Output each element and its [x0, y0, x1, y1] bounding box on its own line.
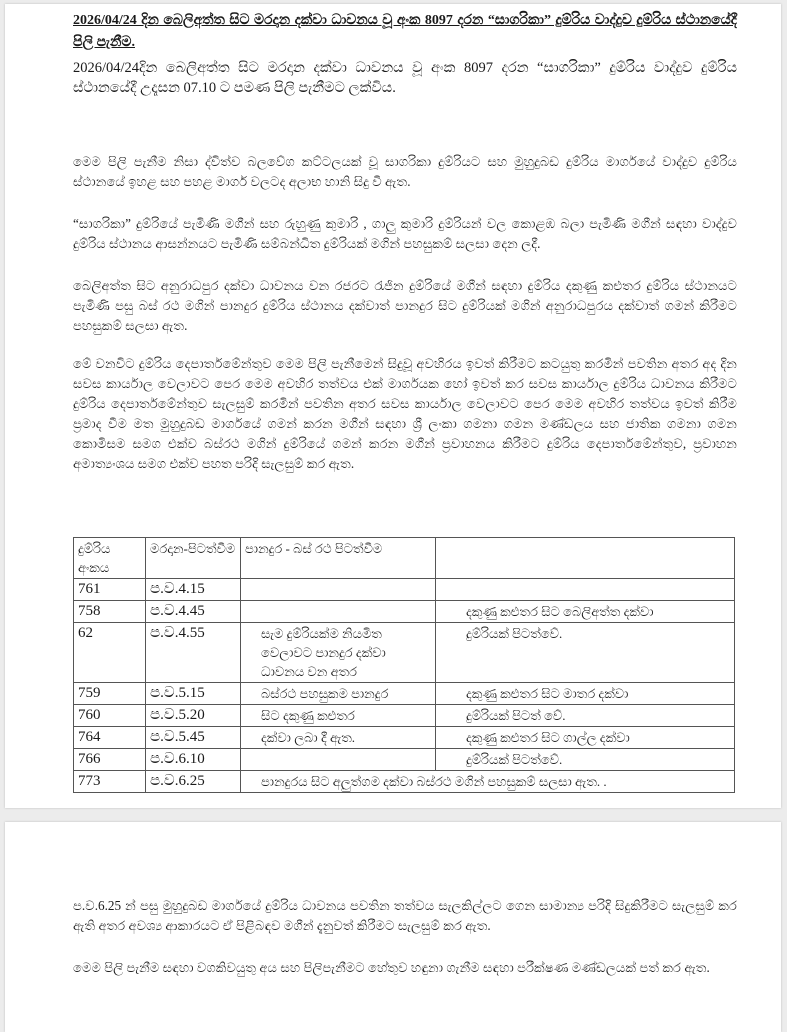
header-train-no: දුම්රිය අංකය	[74, 538, 146, 579]
train-note: දකුණු කළුතර සිට ගාල්ල දක්වා	[436, 727, 735, 749]
table-row	[74, 683, 735, 705]
bus-note: සැම දුම්රියක්ම නියමිත වෙලාවට පානදුර දක්වා ධාවනය වන අතර	[241, 623, 436, 683]
table-row	[74, 623, 735, 683]
bus-note	[241, 749, 436, 771]
table-row	[74, 705, 735, 727]
bus-note: දක්වා ලබා දී ඇත.	[241, 727, 436, 749]
departure-time: ප.ව.4.15	[146, 579, 241, 601]
bus-note: පානදුරය සිට අලුත්ගම දක්වා බස්රථ මගින් පහසුකම් සලසා ඇත. .	[241, 771, 735, 793]
paragraph-7: මෙම පිලි පැනීම සඳහා වගකිවයුතු අය සහ පිලිපැනීමට හේතුව හඳුනා ගැනීම සඳහා පරීක්ෂණ මණ්ඩලයක් පත් කර ඇත.	[73, 960, 710, 975]
train-no: 758	[74, 601, 146, 623]
train-no: 761	[74, 579, 146, 601]
bus-note	[241, 579, 436, 601]
departure-time: ප.ව.6.10	[146, 749, 241, 771]
paragraph-6: ප.ව.6.25 න් පසු මුහුදුබඩ මාර්ගයේ දුම්රිය ධාවනය පවතින තත්වය සැලකිල්ලට ගෙන සාමාන්‍ය පරිදි සිදුකිරීමට සැලසුම් කර ඇති අතර අවශ්‍ය ආකාරයට ඒ පිළිබඳව මගීන් දැනුවත් කිරීමට සැලසුම් කර ඇත.	[73, 898, 737, 933]
table-row	[74, 727, 735, 749]
train-no: 760	[74, 705, 146, 727]
header-empty	[436, 538, 735, 579]
document-page-1	[5, 4, 781, 808]
train-note	[436, 579, 735, 601]
departure-time: ප.ව.5.15	[146, 683, 241, 705]
departure-time: ප.ව.4.45	[146, 601, 241, 623]
train-no: 766	[74, 749, 146, 771]
train-note: දකුණු කළුතර සිට බෙලිඅත්ත දක්වා	[436, 601, 735, 623]
paragraph-5: මේ වනවිට දුම්රිය දෙපාර්තමේන්තුව මෙම පිලි පැනීමෙන් සිදුවූ අවහිරය ඉවත් කිරීමට කටයුතු කරමින් පවතින අතර අද දින සවස කාර්යාල වෙලාවට පෙර මෙම අවහිර තත්වය එක් මාර්ගයක හෝ ඉවත් කර සවස කාර්යාල දුම්රිය ධාවනය කිරීමට දුම්රිය දෙපාර්තමේන්තුව සැලසුම් කරමින් පවතින අතර සවස කාර්යාල වෙලාවට පෙර මෙම අවහිර තත්වය ඉවත් කිරීම ප්‍රමාද වීම මත මුහුදුබඩ මාර්ගයේ ගමන් කරන මගීන් සඳහා ශ්‍රී ලංකා ගමනා ගමන මණ්ඩලය සහ ජාතික ගමනා ගමන කොමිසම සමග එක්ව බස්රථ මගින් දුම්රියේ ගමන් කරන මගීන් ප්‍රවාහනය කිරීමට දුම්රිය දෙපාර්තමේන්තුව, ප්‍රවාහන අමාත්‍යංශය සමග එක්ව පහත පරිදි සැලසුම් කර ඇත.	[73, 356, 737, 471]
table-row	[74, 579, 735, 601]
table-row	[74, 601, 735, 623]
departure-time: ප.ව.5.20	[146, 705, 241, 727]
header-bus-departure: පානදුර - බස් රථ පිටත්වීම	[241, 538, 436, 579]
paragraph-3: “සාගරිකා” දුම්රියේ පැමිණි මගීන් සහ රුහුණු කුමාරි , ගාලු කුමාරි දුම්රියන් වල කොළඹ බලා පැමිණි මගීන් සඳහා වාද්දුව දුම්රිය ස්ථානය ආසන්නයට පැමිණි සම්බන්ධිත දුම්රියක් මගින් පහසුකම් සලසා දෙන ලදී.	[73, 216, 737, 251]
table-row	[74, 771, 735, 793]
document-page-2	[5, 822, 781, 1032]
train-no: 62	[74, 623, 146, 683]
train-schedule-table	[73, 537, 735, 793]
bus-note: බස්රථ පහසුකම පානදුර	[241, 683, 436, 705]
departure-time: ප.ව.4.55	[146, 623, 241, 683]
train-no: 759	[74, 683, 146, 705]
table-row	[74, 749, 735, 771]
departure-time: ප.ව.6.25	[146, 771, 241, 793]
paragraph-2: මෙම පිලි පැනීම නිසා ද්විත්ව බලවේග කට්ටලයක් වූ සාගරිකා දුම්රියට සහ මුහුදුබඩ දුම්රිය මාර්ගයේ වාද්දුව දුම්රිය ස්ථානයේ ඉහළ සහ පහළ මාර්ග වලටද අලාභ හානි සිදු වී ඇත.	[73, 154, 737, 189]
paragraph-4: බෙලිඅත්ත සිට අනුරාධපුර දක්වා ධාවනය වන රජරට රැජින දුම්රියේ මගීන් සඳහා දුම්රිය දකුණු කළුතර දුම්රිය ස්ථානයට පැමිණි පසු බස් රථ මගින් පානදුර දුම්රිය ස්ථානය දක්වාත් පානදුර සිට දුම්රියක් මගින් අනුරාධපුරය දක්වාත් ගමන් කිරීමට පහසුකම් සලසා ඇත.	[73, 278, 737, 333]
header-maradana-departure: මරදාන-පිටත්වීම	[146, 538, 241, 579]
bus-note	[241, 601, 436, 623]
departure-time: ප.ව.5.45	[146, 727, 241, 749]
document-title: 2026/04/24 දින බෙලිඅත්ත සිට මරදාන දක්වා ධාවනය වූ අංක 8097 දරන “සාගරිකා” දුම්රිය වාද්දුව දුම්රිය ස්ථානයේදී පිලි පැනීම.	[73, 13, 737, 50]
train-note: දුම්රියක් පිටත් වේ.	[436, 705, 735, 727]
paragraph-1: 2026/04/24දින බෙලිඅත්ත සිට මරදාන දක්වා ධාවනය වූ අංක 8097 දරන “සාගරිකා” දුම්රිය වාද්දුව දුම්රිය ස්ථානයේදී උදෑසන 07.10 ට පමණ පිලි පැනීමට ලක්විය.	[73, 60, 737, 96]
train-note: දකුණු කළුතර සිට මාතර දක්වා	[436, 683, 735, 705]
train-note: දුම්රියක් පිටත්වේ.	[436, 749, 735, 771]
bus-note: සිට දකුණු කළුතර	[241, 705, 436, 727]
train-no: 773	[74, 771, 146, 793]
train-note: දුම්රියක් පිටත්වේ.	[436, 623, 735, 683]
train-no: 764	[74, 727, 146, 749]
table-header-row	[74, 538, 735, 579]
